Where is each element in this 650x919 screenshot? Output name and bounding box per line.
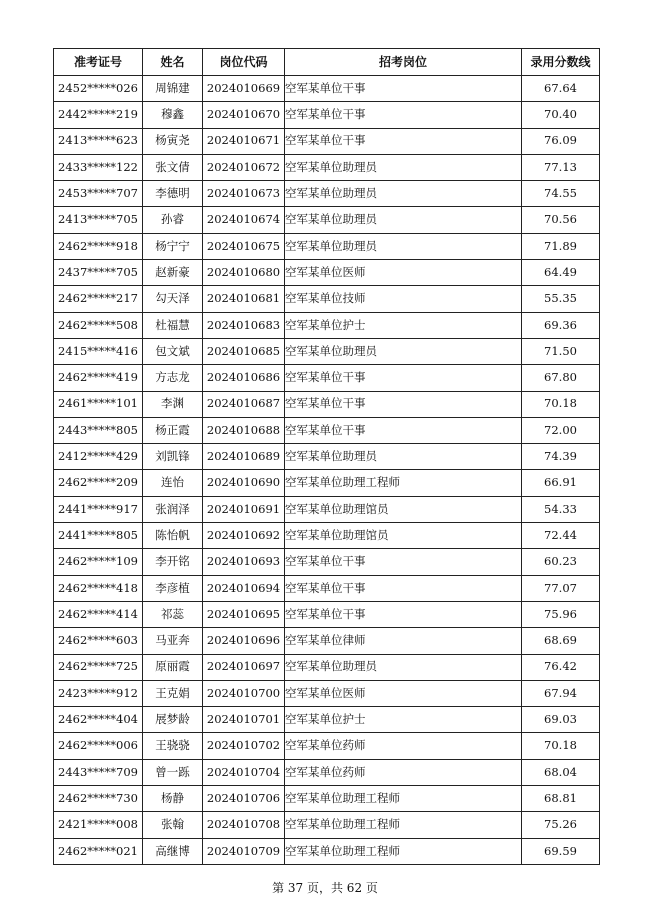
- cell-score: 71.89: [522, 233, 600, 259]
- cell-name: 连怡: [143, 470, 203, 496]
- cell-exam-id: 2452*****026: [54, 76, 143, 102]
- cell-post-code: 2024010706: [203, 786, 285, 812]
- table-row: [54, 523, 600, 549]
- cell-name: 张翰: [143, 812, 203, 838]
- table-row: [54, 575, 600, 601]
- cell-post-code: 2024010693: [203, 549, 285, 575]
- header-exam-id: 准考证号: [54, 49, 143, 76]
- cell-exam-id: 2415*****416: [54, 338, 143, 364]
- cell-post: 空军某单位药师: [285, 759, 522, 785]
- cell-score: 74.55: [522, 181, 600, 207]
- cell-exam-id: 2441*****805: [54, 523, 143, 549]
- cell-post: 空军某单位干事: [285, 102, 522, 128]
- cell-post-code: 2024010701: [203, 707, 285, 733]
- cell-exam-id: 2462*****217: [54, 286, 143, 312]
- cell-score: 72.44: [522, 523, 600, 549]
- cell-exam-id: 2413*****705: [54, 207, 143, 233]
- cell-post: 空军某单位医师: [285, 680, 522, 706]
- cell-post-code: 2024010680: [203, 260, 285, 286]
- cell-score: 68.81: [522, 786, 600, 812]
- cell-post: 空军某单位干事: [285, 549, 522, 575]
- table-row: [54, 417, 600, 443]
- table-row: [54, 838, 600, 864]
- cell-post-code: 2024010683: [203, 312, 285, 338]
- cell-post: 空军某单位技师: [285, 286, 522, 312]
- cell-post: 空军某单位药师: [285, 733, 522, 759]
- cell-score: 54.33: [522, 496, 600, 522]
- cell-post: 空军某单位护士: [285, 707, 522, 733]
- cell-post-code: 2024010697: [203, 654, 285, 680]
- table-row: [54, 601, 600, 627]
- table-row: [54, 549, 600, 575]
- cell-name: 陈怡帆: [143, 523, 203, 549]
- cell-post: 空军某单位干事: [285, 601, 522, 627]
- cell-score: 72.00: [522, 417, 600, 443]
- cell-score: 70.18: [522, 391, 600, 417]
- table-row: [54, 181, 600, 207]
- cell-score: 68.04: [522, 759, 600, 785]
- cell-exam-id: 2443*****805: [54, 417, 143, 443]
- table-row: [54, 338, 600, 364]
- cell-post: 空军某单位助理馆员: [285, 523, 522, 549]
- table-row: [54, 154, 600, 180]
- cell-post: 空军某单位干事: [285, 365, 522, 391]
- cell-exam-id: 2462*****508: [54, 312, 143, 338]
- cell-name: 方志龙: [143, 365, 203, 391]
- cell-exam-id: 2462*****419: [54, 365, 143, 391]
- cell-post: 空军某单位干事: [285, 128, 522, 154]
- cell-post-code: 2024010687: [203, 391, 285, 417]
- cell-exam-id: 2462*****418: [54, 575, 143, 601]
- cell-post-code: 2024010689: [203, 444, 285, 470]
- table-row: [54, 312, 600, 338]
- table-row: [54, 444, 600, 470]
- cell-score: 68.69: [522, 628, 600, 654]
- cell-name: 祁蕊: [143, 601, 203, 627]
- table-row: [54, 707, 600, 733]
- cell-exam-id: 2437*****705: [54, 260, 143, 286]
- cell-post-code: 2024010709: [203, 838, 285, 864]
- header-post: 招考岗位: [285, 49, 522, 76]
- table-row: [54, 260, 600, 286]
- cell-name: 李德明: [143, 181, 203, 207]
- cell-exam-id: 2421*****008: [54, 812, 143, 838]
- cell-name: 穆鑫: [143, 102, 203, 128]
- cell-name: 王克娟: [143, 680, 203, 706]
- table-row: [54, 470, 600, 496]
- cell-score: 76.09: [522, 128, 600, 154]
- cell-exam-id: 2462*****414: [54, 601, 143, 627]
- cell-post-code: 2024010694: [203, 575, 285, 601]
- cell-post-code: 2024010681: [203, 286, 285, 312]
- cell-name: 杨静: [143, 786, 203, 812]
- cell-name: 王骁骁: [143, 733, 203, 759]
- cell-post: 空军某单位干事: [285, 76, 522, 102]
- cell-name: 杜福慧: [143, 312, 203, 338]
- cell-exam-id: 2462*****109: [54, 549, 143, 575]
- cell-exam-id: 2423*****912: [54, 680, 143, 706]
- header-post-code: 岗位代码: [203, 49, 285, 76]
- cell-post: 空军某单位医师: [285, 260, 522, 286]
- cell-exam-id: 2413*****623: [54, 128, 143, 154]
- cell-post: 空军某单位律师: [285, 628, 522, 654]
- cell-exam-id: 2462*****404: [54, 707, 143, 733]
- cell-post-code: 2024010670: [203, 102, 285, 128]
- cell-score: 67.94: [522, 680, 600, 706]
- table-body: [54, 76, 600, 865]
- cell-score: 69.59: [522, 838, 600, 864]
- table-row: [54, 812, 600, 838]
- cell-post-code: 2024010674: [203, 207, 285, 233]
- page-number: 第 37 页，共 62 页: [272, 881, 378, 895]
- table-row: [54, 207, 600, 233]
- table-row: [54, 286, 600, 312]
- cell-score: 66.91: [522, 470, 600, 496]
- cell-score: 70.56: [522, 207, 600, 233]
- cell-post: 空军某单位护士: [285, 312, 522, 338]
- cell-name: 张润泽: [143, 496, 203, 522]
- cell-post: 空军某单位助理员: [285, 207, 522, 233]
- table-row: [54, 759, 600, 785]
- cell-name: 勾天泽: [143, 286, 203, 312]
- cell-post-code: 2024010702: [203, 733, 285, 759]
- table-row: [54, 128, 600, 154]
- cell-post: 空军某单位助理工程师: [285, 838, 522, 864]
- cell-score: 55.35: [522, 286, 600, 312]
- cell-score: 69.03: [522, 707, 600, 733]
- cell-post-code: 2024010673: [203, 181, 285, 207]
- cell-post: 空军某单位助理员: [285, 181, 522, 207]
- cell-post: 空军某单位助理员: [285, 338, 522, 364]
- cell-exam-id: 2441*****917: [54, 496, 143, 522]
- cell-name: 杨宁宁: [143, 233, 203, 259]
- cell-score: 69.36: [522, 312, 600, 338]
- cell-name: 杨寅尧: [143, 128, 203, 154]
- header-row: [54, 49, 600, 76]
- cell-post-code: 2024010691: [203, 496, 285, 522]
- cell-name: 李渊: [143, 391, 203, 417]
- cell-exam-id: 2461*****101: [54, 391, 143, 417]
- cell-post: 空军某单位助理员: [285, 444, 522, 470]
- cell-post: 空军某单位助理工程师: [285, 470, 522, 496]
- cell-exam-id: 2462*****006: [54, 733, 143, 759]
- cell-name: 曾一跞: [143, 759, 203, 785]
- table-row: [54, 628, 600, 654]
- cell-post-code: 2024010686: [203, 365, 285, 391]
- cell-post: 空军某单位助理馆员: [285, 496, 522, 522]
- cell-score: 70.40: [522, 102, 600, 128]
- cell-post-code: 2024010672: [203, 154, 285, 180]
- cell-score: 60.23: [522, 549, 600, 575]
- cell-post: 空军某单位干事: [285, 391, 522, 417]
- cell-exam-id: 2462*****725: [54, 654, 143, 680]
- cell-exam-id: 2433*****122: [54, 154, 143, 180]
- header-name: 姓名: [143, 49, 203, 76]
- table-row: [54, 76, 600, 102]
- cell-post-code: 2024010690: [203, 470, 285, 496]
- cell-score: 70.18: [522, 733, 600, 759]
- cell-name: 周锦建: [143, 76, 203, 102]
- table-row: [54, 233, 600, 259]
- cell-post: 空军某单位助理工程师: [285, 812, 522, 838]
- cell-post-code: 2024010669: [203, 76, 285, 102]
- cell-name: 孙睿: [143, 207, 203, 233]
- cell-score: 75.96: [522, 601, 600, 627]
- cell-name: 展梦龄: [143, 707, 203, 733]
- cell-name: 李开铭: [143, 549, 203, 575]
- cell-post-code: 2024010708: [203, 812, 285, 838]
- cell-post-code: 2024010704: [203, 759, 285, 785]
- table-row: [54, 391, 600, 417]
- cell-post: 空军某单位干事: [285, 575, 522, 601]
- cell-exam-id: 2443*****709: [54, 759, 143, 785]
- cell-post-code: 2024010671: [203, 128, 285, 154]
- cell-score: 64.49: [522, 260, 600, 286]
- table-row: [54, 654, 600, 680]
- cell-post-code: 2024010695: [203, 601, 285, 627]
- cell-name: 赵新豪: [143, 260, 203, 286]
- cell-post-code: 2024010692: [203, 523, 285, 549]
- cell-score: 67.80: [522, 365, 600, 391]
- table-row: [54, 102, 600, 128]
- cell-post: 空军某单位助理员: [285, 154, 522, 180]
- cell-exam-id: 2462*****603: [54, 628, 143, 654]
- cell-name: 杨正霞: [143, 417, 203, 443]
- cell-exam-id: 2412*****429: [54, 444, 143, 470]
- cell-exam-id: 2462*****730: [54, 786, 143, 812]
- cell-post-code: 2024010700: [203, 680, 285, 706]
- cell-post: 空军某单位助理工程师: [285, 786, 522, 812]
- cell-exam-id: 2462*****021: [54, 838, 143, 864]
- cell-name: 张文倩: [143, 154, 203, 180]
- cell-name: 刘凯锋: [143, 444, 203, 470]
- cell-post-code: 2024010685: [203, 338, 285, 364]
- cell-score: 77.07: [522, 575, 600, 601]
- results-table: [53, 48, 600, 865]
- cell-name: 原丽霞: [143, 654, 203, 680]
- table-row: [54, 786, 600, 812]
- cell-exam-id: 2462*****918: [54, 233, 143, 259]
- cell-score: 76.42: [522, 654, 600, 680]
- cell-score: 75.26: [522, 812, 600, 838]
- cell-name: 高继博: [143, 838, 203, 864]
- cell-exam-id: 2462*****209: [54, 470, 143, 496]
- cell-score: 71.50: [522, 338, 600, 364]
- table-row: [54, 365, 600, 391]
- cell-exam-id: 2453*****707: [54, 181, 143, 207]
- cell-score: 77.13: [522, 154, 600, 180]
- cell-exam-id: 2442*****219: [54, 102, 143, 128]
- table-row: [54, 733, 600, 759]
- cell-score: 74.39: [522, 444, 600, 470]
- cell-name: 包文斌: [143, 338, 203, 364]
- cell-post: 空军某单位助理员: [285, 233, 522, 259]
- cell-name: 马亚奔: [143, 628, 203, 654]
- cell-post: 空军某单位助理员: [285, 654, 522, 680]
- header-score: 录用分数线: [522, 49, 600, 76]
- cell-post-code: 2024010675: [203, 233, 285, 259]
- cell-name: 李彦植: [143, 575, 203, 601]
- table-row: [54, 496, 600, 522]
- table-row: [54, 680, 600, 706]
- cell-post-code: 2024010688: [203, 417, 285, 443]
- cell-post-code: 2024010696: [203, 628, 285, 654]
- cell-score: 67.64: [522, 76, 600, 102]
- cell-post: 空军某单位干事: [285, 417, 522, 443]
